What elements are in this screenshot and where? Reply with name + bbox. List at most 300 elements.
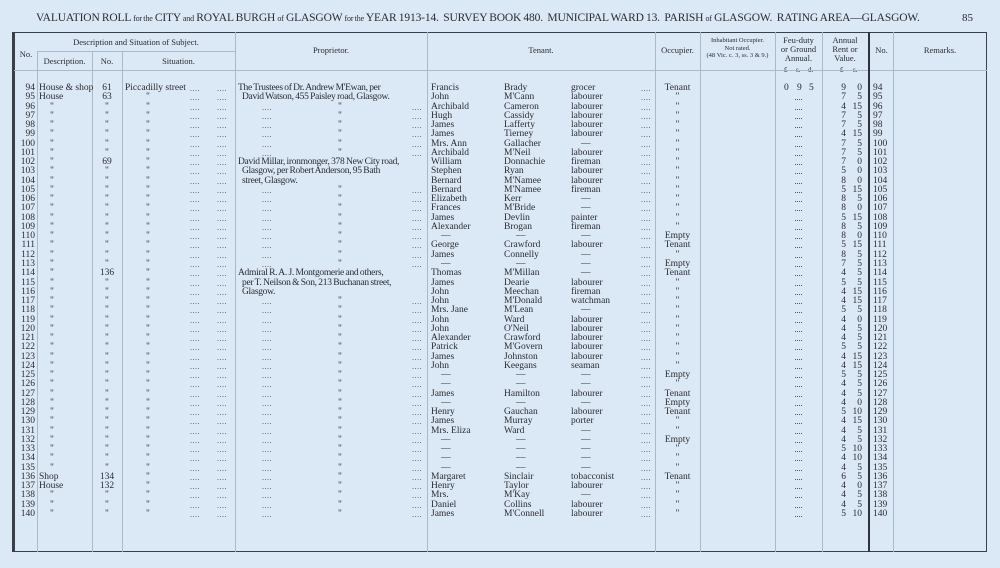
tenant-surname: Brady [504,83,528,93]
rent-shillings: 15 [852,129,862,140]
situation: " [146,296,150,306]
rent-pounds: 4 [841,388,846,399]
tenant-surname: M'Millan [504,268,540,279]
tenant-first-name: John [431,360,449,371]
tenant-first-name: James [431,212,455,223]
leader-dots [217,454,227,463]
rent-pounds: 8 [841,194,846,205]
feu-duty: .... [794,510,803,519]
occupier-status: Tenant [664,240,691,251]
leader-dots [217,204,227,213]
rent-pounds: 4 [841,296,846,306]
rent-shillings: 5 [857,379,862,390]
divider [37,51,235,52]
description: " [50,110,54,121]
house-number: 61 [102,83,112,93]
leader-dots [190,334,200,343]
unit-pound: £ [840,66,844,74]
tenant-surname: — [516,231,526,242]
leader-dots [217,436,227,445]
row-number-right: 125 [873,370,888,381]
row-number: 110 [21,231,35,242]
description: " [50,166,54,177]
feu-duty: .... [794,352,803,362]
house-number: " [105,490,109,501]
leader-dots [190,454,200,463]
feu-duty: .... [794,371,803,381]
leader-dots [217,501,227,510]
tenant-occupation: — [581,462,591,473]
row-number-right: 114 [873,268,887,279]
row-number: 132 [20,434,35,445]
feu-duty: .... [794,121,803,130]
proprietor-ditto: " [338,333,342,343]
house-number: " [105,101,109,112]
occupier-status: " [675,138,680,149]
row-number: 97 [25,110,35,121]
tenant-first-name: James [431,129,455,140]
tenant-first-name: Mrs. Eliza [431,425,471,436]
tenant-occupation: painter [571,212,598,223]
house-number: " [105,258,109,269]
rent-shillings: 5 [857,434,862,445]
tenant-first-name: Frances [431,203,461,214]
leader-dots [190,380,200,389]
proprietor-line: Glasgow. [242,286,276,297]
proprietor-ditto: " [338,462,342,473]
row-number: 126 [20,379,35,390]
tenant-first-name: — [441,258,451,269]
feu-duty: .... [794,482,803,492]
leader-dots [641,214,651,223]
tenant-surname: Ward [504,314,525,325]
tenant-surname: Hamilton [504,388,540,399]
header-line: Annual [832,35,858,45]
row-number-right: 139 [873,499,888,510]
rent-shillings: 15 [852,360,862,371]
situation: " [146,370,150,381]
rent-pounds: 4 [841,379,846,390]
row-number: 99 [25,129,35,140]
col-header-desc-no: No. [100,56,114,66]
occupier-status: " [675,221,680,232]
leader-dots [262,417,272,426]
house-number: " [105,120,109,130]
leader-dots [190,297,200,306]
leader-dots [217,140,227,149]
row-number-right: 135 [873,462,888,473]
proprietor-ditto: " [338,351,342,362]
house-number: 132 [99,481,115,492]
description: " [50,388,54,399]
leader-dots [190,214,200,223]
situation: " [146,453,150,464]
leader-dots [190,343,200,352]
column-divider [700,32,701,552]
leader-dots [641,195,651,204]
title-text: and [182,14,195,23]
proprietor-ditto: " [338,407,342,418]
leader-dots [412,112,422,121]
row-number: 104 [20,175,35,186]
leader-dots [217,251,227,260]
tenant-occupation: labourer [571,240,603,251]
leader-dots [412,306,422,315]
row-number: 112 [21,249,35,260]
tenant-first-name: Daniel [431,499,457,510]
tenant-first-name: Henry [431,407,455,418]
leader-dots [190,130,200,139]
description: House [39,481,64,492]
leader-dots [262,427,272,436]
leader-dots [641,417,651,426]
leader-dots [190,408,200,417]
house-number: " [105,296,109,306]
house-number: " [105,499,109,510]
row-number-right: 126 [873,379,888,390]
rent-pounds: 8 [841,175,846,186]
description: " [50,453,54,464]
row-number-right: 131 [873,425,888,436]
leader-dots [412,140,422,149]
row-number-right: 120 [873,323,888,334]
rent-shillings: 0 [857,314,862,325]
rent-shillings: 5 [857,342,862,353]
leader-dots [641,186,651,195]
feu-duty: .... [794,269,803,279]
occupier-status: " [675,110,680,121]
house-number: " [105,305,109,316]
proprietor-ditto: " [338,305,342,316]
leader-dots [412,195,422,204]
description: " [50,101,54,112]
col-header-remarks: Remarks. [923,45,957,55]
leader-dots [190,149,200,158]
leader-dots [217,223,227,232]
leader-dots [190,177,200,186]
row-number: 113 [21,258,35,269]
tenant-surname: M'Neil [504,147,531,158]
header-line: Feu-duty [783,35,814,45]
row-number: 114 [21,268,35,279]
leader-dots [217,353,227,362]
leader-dots [641,362,651,371]
tenant-occupation: — [581,434,591,445]
leader-dots [190,501,200,510]
occupier-status: " [675,92,680,103]
page-title [36,12,951,24]
tenant-first-name: — [441,370,451,381]
tenant-surname: Keegans [504,360,537,371]
tenant-surname: Tierney [504,129,534,140]
header-line: Inhabitant Occupier. [710,37,765,44]
row-number: 120 [20,323,35,334]
rent-shillings: 5 [857,92,862,103]
leader-dots [217,121,227,130]
situation: " [146,342,150,353]
row-number-right: 138 [873,490,888,501]
leader-dots [190,436,200,445]
leader-dots [262,195,272,204]
proprietor-ditto: " [338,342,342,353]
leader-dots [641,353,651,362]
situation: " [146,268,150,279]
leader-dots [262,399,272,408]
rent-shillings: 5 [857,490,862,501]
proprietor-ditto: " [338,258,342,269]
tenant-surname: Donnachie [504,157,546,168]
tenant-occupation: — [581,138,591,149]
feu-duty: .... [794,315,803,325]
proprietor-line: The Trustees of Dr. Andrew M'Ewan, per [238,83,381,93]
occupier-status: " [675,147,680,158]
tenant-surname: Cassidy [504,110,535,121]
rent-pounds: 4 [841,416,846,427]
row-number: 127 [20,388,35,399]
tenant-first-name: Thomas [431,268,462,279]
rent-shillings: 5 [857,249,862,260]
house-number: " [105,434,109,445]
leader-dots [217,84,227,93]
description: " [50,509,54,519]
tenant-surname: M'Govern [504,342,543,353]
leader-dots [217,93,227,102]
tenant-occupation: labourer [571,509,603,519]
feu-duty: .... [794,213,803,223]
rent-pounds: 5 [841,166,846,177]
proprietor-ditto: " [338,203,342,214]
row-number-right: 140 [873,509,888,519]
leader-dots [641,464,651,473]
occupier-status: " [675,416,680,427]
rent-pounds: 4 [841,268,846,279]
tenant-surname: Cameron [504,101,539,112]
col-header-tenant: Tenant. [528,45,554,55]
tenant-first-name: John [431,296,449,306]
row-number-right: 94 [873,83,883,93]
situation: " [146,425,150,436]
tenant-occupation: labourer [571,101,603,112]
tenant-first-name: — [441,231,451,242]
rent-pounds: 8 [841,203,846,214]
description: " [50,416,54,427]
proprietor-ditto: " [338,397,342,408]
row-number-right: 105 [873,184,888,195]
rent-pounds: 4 [841,490,846,501]
leader-dots [412,436,422,445]
title-text: CITY [154,12,181,24]
rent-shillings: 5 [857,120,862,130]
description: " [50,296,54,306]
proprietor-ditto: " [338,453,342,464]
tenant-first-name: Stephen [431,166,462,177]
rent-shillings: 5 [857,305,862,316]
leader-dots [262,343,272,352]
occupier-status: Tenant [664,83,691,93]
situation: " [146,110,150,121]
row-number-right: 96 [873,101,883,112]
occupier-status: " [675,212,680,223]
house-number: " [105,407,109,418]
tenant-occupation: fireman [571,286,601,297]
leader-dots [641,84,651,93]
description: " [50,305,54,316]
house-number: " [105,166,109,177]
leader-dots [190,473,200,482]
leader-dots [190,112,200,121]
leader-dots [217,297,227,306]
description: " [50,434,54,445]
leader-dots [641,454,651,463]
rent-pounds: 7 [841,138,846,149]
feu-duty: .... [794,102,803,112]
leader-dots [641,325,651,334]
description: " [50,194,54,205]
tenant-occupation: fireman [571,184,601,195]
description: " [50,370,54,381]
occupier-status: Tenant [664,388,691,399]
row-number: 94 [25,83,35,93]
situation: " [146,194,150,205]
situation: " [146,184,150,195]
tenant-occupation: labourer [571,351,603,362]
leader-dots [412,121,422,130]
proprietor-ditto: " [338,110,342,121]
description: " [50,249,54,260]
header-line: (48 Vic. c. 3, ss. 3 & 9.) [706,52,769,59]
occupier-status: " [675,499,680,510]
tenant-occupation: labourer [571,323,603,334]
leader-dots [641,501,651,510]
feu-duty: .... [794,454,803,464]
leader-dots [190,510,200,519]
leader-dots [412,390,422,399]
row-number-right: 111 [873,240,887,251]
leader-dots [262,362,272,371]
tenant-occupation: porter [571,416,594,427]
house-number: " [105,342,109,353]
tenant-surname: — [516,434,526,445]
tenant-occupation: — [581,397,591,408]
tenant-occupation: labourer [571,388,603,399]
header-line: Value. [834,53,856,63]
leader-dots [217,279,227,288]
proprietor-ditto: " [338,249,342,260]
tenant-surname: M'Donald [504,296,543,306]
house-number: 136 [99,268,115,279]
description: Shop [39,471,59,482]
leader-dots [217,408,227,417]
row-number-right: 109 [873,221,888,232]
title-text: for the [133,14,153,23]
rent-pounds: 7 [841,258,846,269]
leader-dots [190,223,200,232]
rent-shillings: 5 [857,462,862,473]
leader-dots [412,130,422,139]
situation: " [146,147,150,158]
rent-shillings: 10 [852,453,862,464]
tenant-first-name: John [431,323,449,334]
tenant-surname: Ryan [504,166,524,177]
situation: " [146,101,150,112]
house-number: " [105,277,109,288]
occupier-status: Empty [664,370,691,381]
proprietor-ditto: " [338,425,342,436]
row-number: 101 [20,147,35,158]
rent-pounds: 4 [841,101,846,112]
row-number: 123 [20,351,35,362]
row-number: 111 [21,240,35,251]
description: " [50,323,54,334]
leader-dots [412,464,422,473]
situation: " [146,323,150,334]
proprietor-ditto: " [338,240,342,251]
tenant-first-name: — [441,462,451,473]
tenant-first-name: — [441,444,451,455]
divider [14,70,987,71]
house-number: " [105,194,109,205]
house-number: " [105,360,109,371]
survey-book: SURVEY BOOK 480. [443,12,543,24]
column-divider [893,32,894,552]
tenant-surname: Johnston [504,351,538,362]
house-number: " [105,110,109,121]
leader-dots [217,491,227,500]
leader-dots [412,186,422,195]
tenant-first-name: Mrs. [431,490,449,501]
row-number: 103 [20,166,35,177]
tenant-surname: Kerr [504,194,522,205]
rent-pounds: 4 [841,425,846,436]
situation: " [146,416,150,427]
leader-dots [217,371,227,380]
tenant-first-name: William [431,157,462,168]
rent-shillings: 0 [857,231,862,242]
tenant-first-name: James [431,351,455,362]
tenant-surname: Gallacher [504,138,541,149]
proprietor-ditto: " [338,388,342,399]
occupier-status: " [675,481,680,492]
rent-pounds: 4 [841,360,846,371]
leader-dots [190,427,200,436]
house-number: " [105,397,109,408]
row-number: 133 [20,444,35,455]
column-divider-thick [868,32,870,552]
rent-pounds: 5 [841,342,846,353]
row-number: 130 [20,416,35,427]
description: " [50,314,54,325]
leader-dots [641,149,651,158]
leader-dots [262,241,272,250]
leader-dots [262,482,272,491]
leader-dots [412,251,422,260]
feu-duty: .... [794,222,803,232]
leader-dots [190,316,200,325]
tenant-first-name: Archibald [431,101,469,112]
leader-dots [217,149,227,158]
leader-dots [217,112,227,121]
occupier-status: Empty [664,258,691,269]
feu-duty: .... [794,111,803,121]
tenant-surname: M'Lean [504,305,534,316]
description: " [50,351,54,362]
title-text: YEAR 1913-14. [365,12,439,24]
tenant-occupation: tobacconist [571,471,615,482]
description: " [50,277,54,288]
col-header-situation: Situation. [162,56,195,66]
feu-duty: .... [794,287,803,297]
leader-dots [217,306,227,315]
